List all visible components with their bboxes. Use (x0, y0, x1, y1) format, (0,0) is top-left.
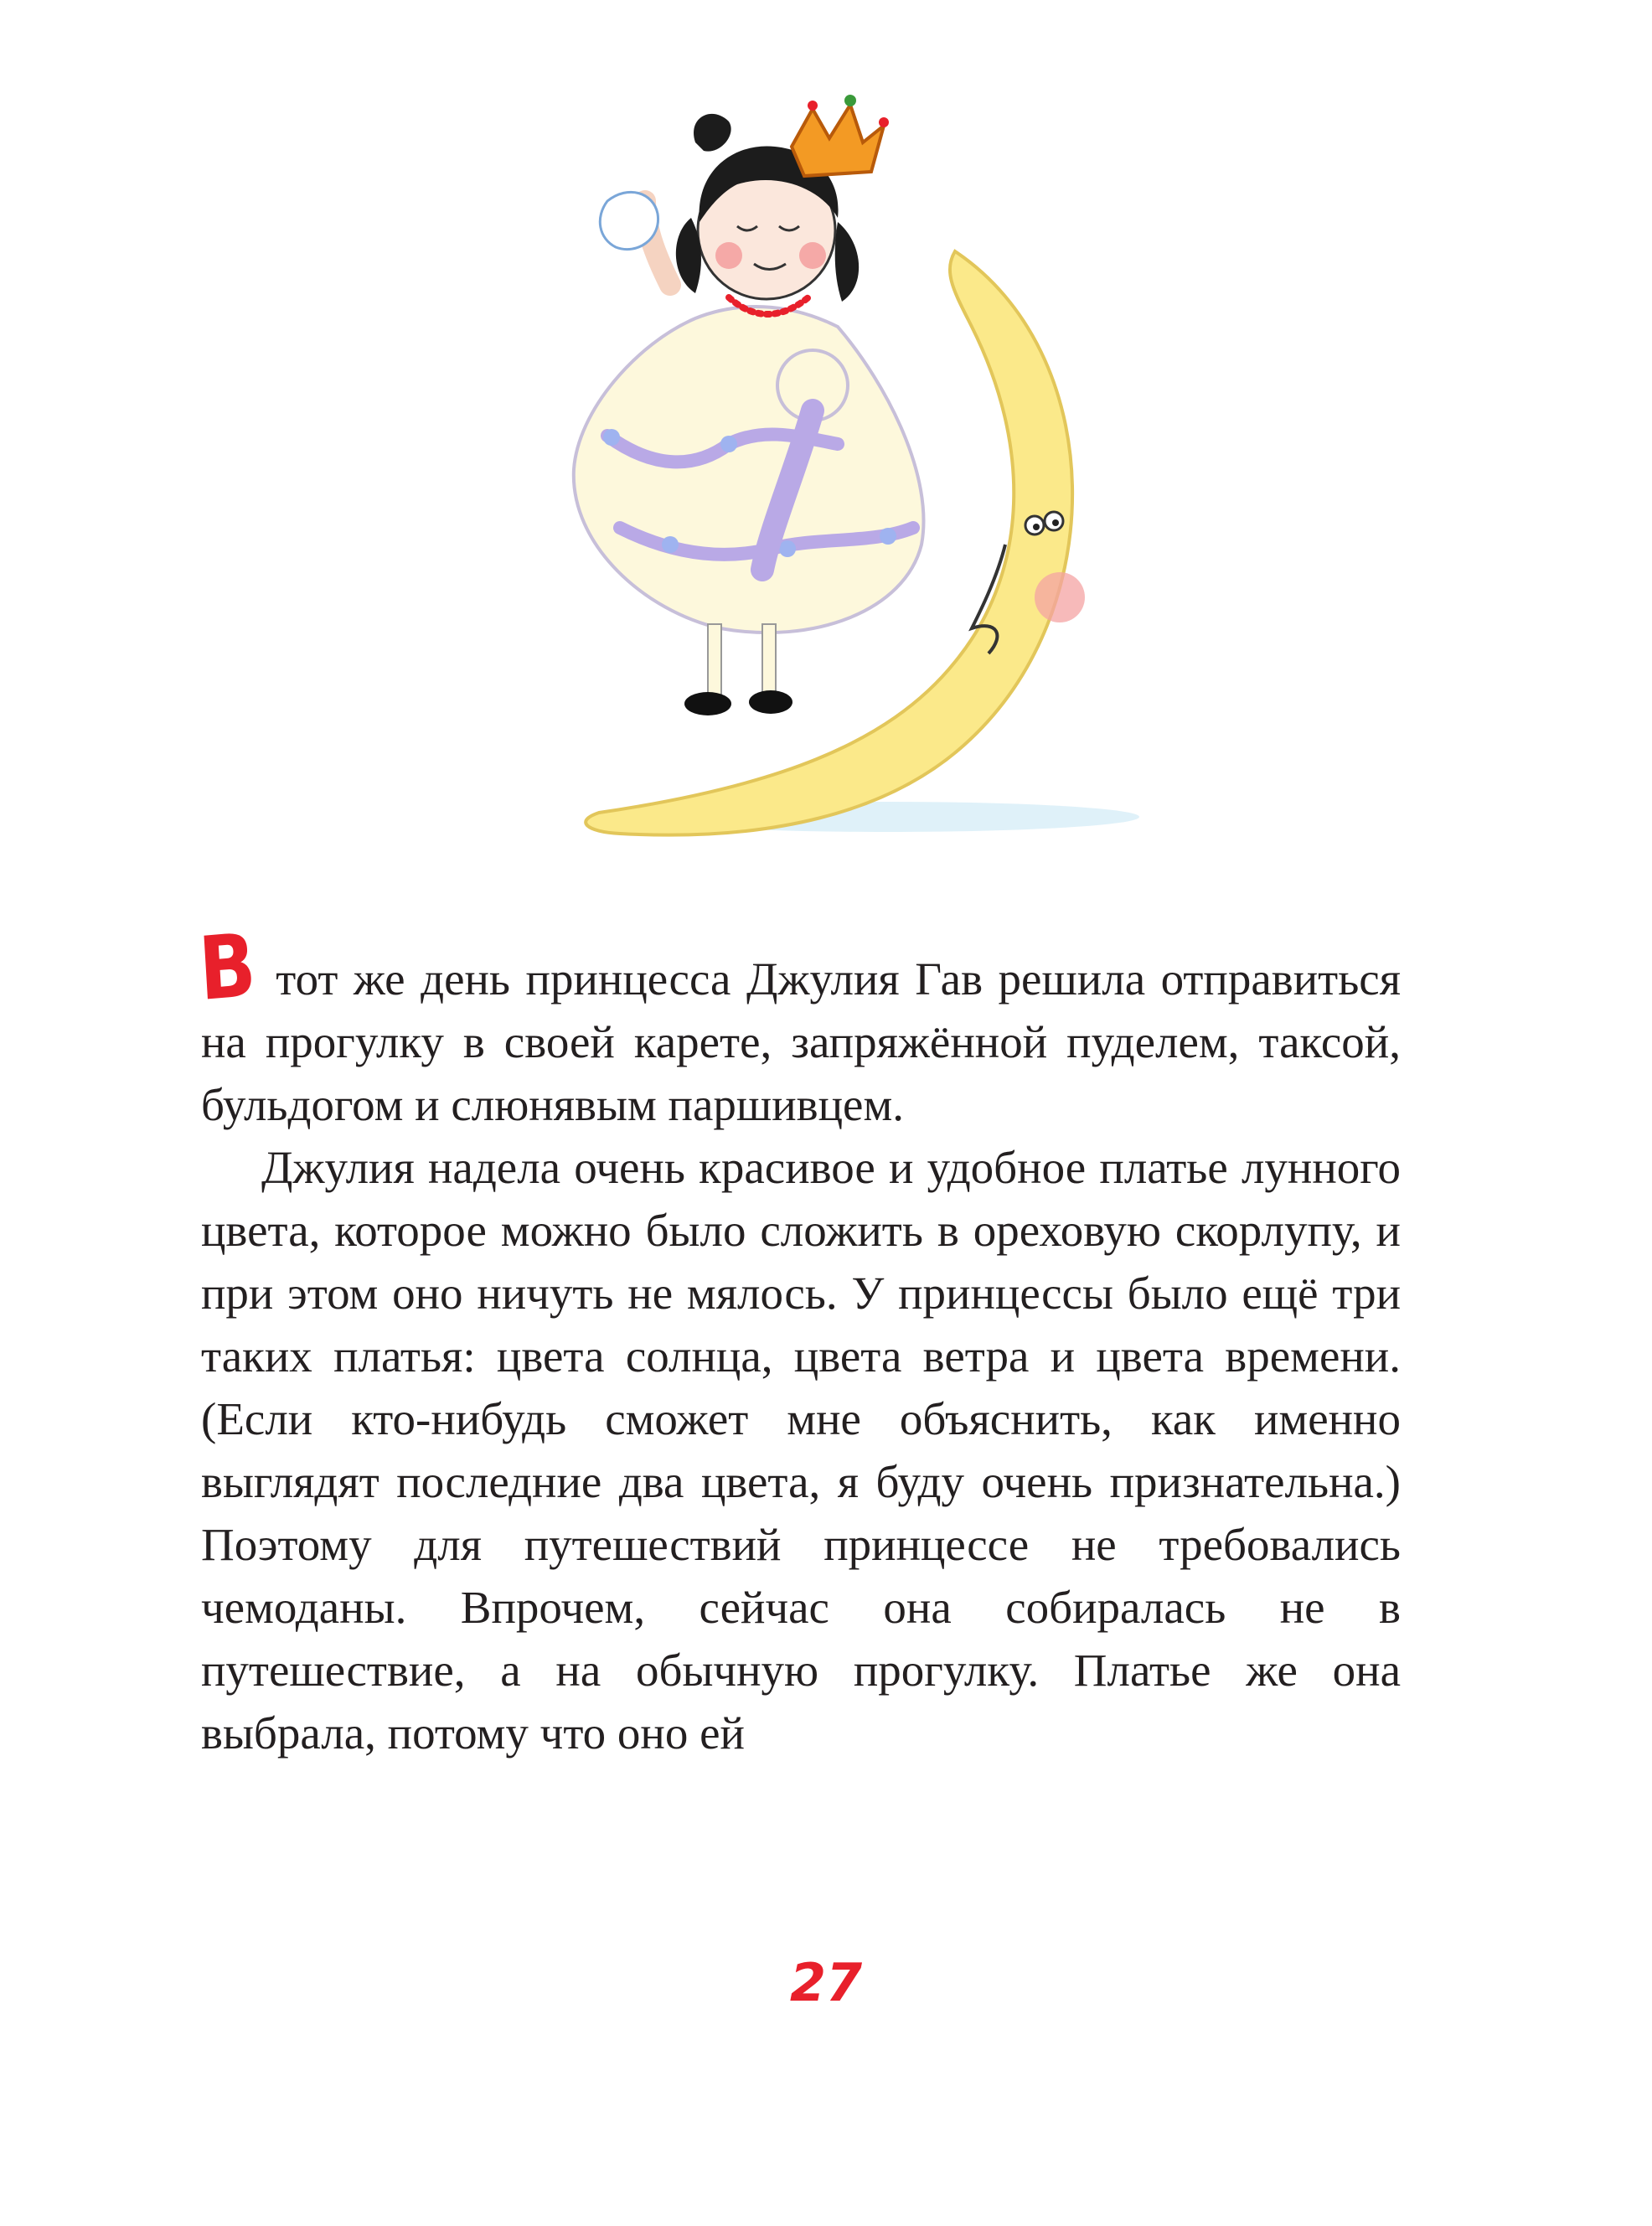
paragraph-1-text: тот же день принцесса Джулия Гав решила отправиться на прогулку в своей карете, запряжённой пуделем, таксой, бульдогом и слюнявым паршивцем. (201, 953, 1401, 1130)
story-paragraph-1 (196, 913, 1401, 1136)
princess-ponytail-right (835, 222, 859, 302)
princess-dress (574, 307, 924, 633)
page-number: 27 (789, 1952, 863, 2013)
princess-bun (694, 114, 731, 152)
princess-crown (792, 105, 884, 176)
princess-cheek-left (715, 242, 742, 269)
princess-leg-right (762, 624, 776, 700)
princess-shoe-left (684, 692, 731, 715)
princess-on-moon-illustration (419, 75, 1240, 922)
princess-cheek-right (799, 242, 826, 269)
story-paragraph-2: Джулия надела очень красивое и удобное платье лунного цвета, которое можно было сложить в ореховую скорлупу, и при этом оно ничуть не мялось. У принцессы было ещё три таких платья: цвета солнца, цвета ветра и цвета времени. (Если кто-нибудь сможет мне объяснить, как именно выглядят последние два цвета, я буду очень признательна.) Поэтому для путешествий принцессе не требовались чемоданы. Впрочем, сейчас она собиралась не в путешествие, а на обычную прогулку. Платье же она выбрала, потому что оно ей (201, 1142, 1401, 1759)
moon-cheek (1035, 572, 1085, 622)
handkerchief (600, 192, 658, 249)
princess-shoe-right (749, 690, 792, 714)
story-text (196, 913, 1401, 1764)
princess-leg-left (708, 624, 721, 700)
drop-cap: В (196, 913, 259, 1020)
